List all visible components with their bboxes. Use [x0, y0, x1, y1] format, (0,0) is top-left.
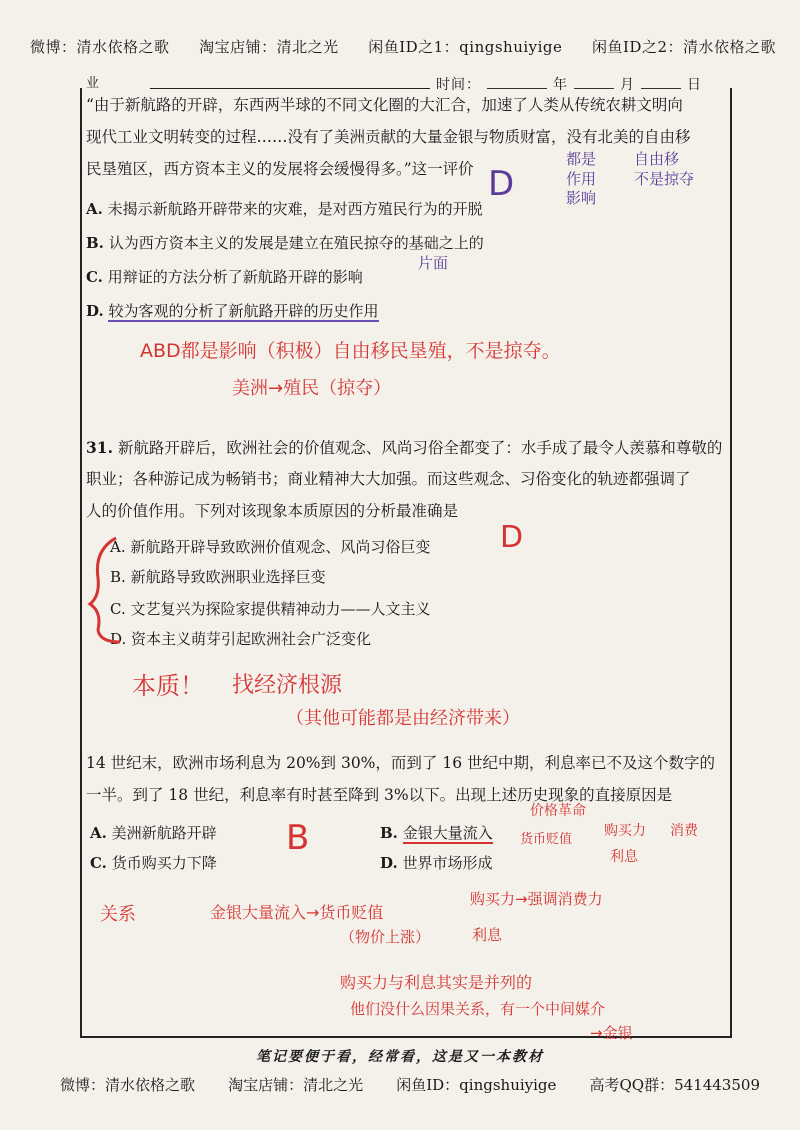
q31-stem-line-2: 职业；各种游记成为畅销书；商业精神大大加强。而这些观念、习俗变化的轨迹都强调了 — [86, 470, 691, 488]
q32-option-a-text: 美洲新航路开辟 — [111, 824, 217, 842]
content-frame — [80, 88, 732, 1038]
q32-option-b-letter: B. — [380, 824, 398, 842]
header-xianyu-2: 闲鱼ID之2：清水依格之歌 — [592, 38, 776, 56]
q31-stem-line-3: 人的价值作用。下列对该现象本质原因的分析最准确是 — [86, 502, 459, 520]
q32-stem-line-1: 14 世纪末，欧洲市场利息为 20%到 30%，而到了 16 世纪中期，利息率已不及这个数字的 — [86, 754, 715, 772]
q30-option-d-letter: D. — [86, 302, 104, 320]
footer-taobao: 淘宝店铺：清北之光 — [228, 1076, 364, 1094]
q31-option-d-letter: D. — [110, 630, 127, 648]
q31-bracket-mark — [86, 530, 126, 650]
q30-side-note-2: 自由移 不是掠夺 — [634, 150, 695, 188]
q32-chain-devaluation: 货币贬值 — [520, 832, 573, 847]
q32-chain-interest: 利息 — [610, 849, 638, 865]
q32-relation-label: 关系 — [100, 904, 136, 925]
q30-sub-note: 美洲→殖民（掠夺） — [232, 378, 392, 399]
q32-relation-6: 他们没什么因果关系，有一个中间媒介 — [350, 1000, 606, 1018]
q30-option-a-letter: A. — [86, 200, 103, 218]
q31-note-others: （其他可能都是由经济带来） — [286, 708, 520, 729]
date-year: 年 — [553, 77, 568, 93]
q30-stem-line-3: 民垦殖区，西方资本主义的发展将会缓慢得多。”这一评价 — [86, 160, 474, 178]
q30-option-c — [86, 266, 363, 287]
q32-relation-4: 利息 — [472, 926, 503, 944]
footer-weibo: 微博：清水依格之歌 — [60, 1076, 196, 1094]
footer-xianyu: 闲鱼ID：qingshuiyige — [396, 1076, 557, 1094]
q30-side-note-1: 都是 作用 影响 — [566, 150, 597, 207]
date-label: 时间： — [436, 77, 481, 93]
q31-note-essence: 本质！ — [132, 672, 204, 700]
q32-option-c-letter: C. — [90, 854, 107, 872]
q31-option-d — [110, 628, 371, 649]
q30-option-d — [86, 300, 379, 321]
q30-stem-line-1: “由于新航路的开辟，东西两半球的不同文化圈的大汇合，加速了人类从传统农耕文明向 — [86, 96, 683, 114]
q32-relation-5: 购买力与利息其实是并列的 — [340, 973, 533, 992]
q30-option-d-text: 较为客观的分析了新航路开辟的历史作用 — [108, 302, 379, 320]
q31-option-c-letter: C. — [110, 600, 126, 618]
q30-option-b-letter: B. — [86, 234, 104, 252]
q32-stem-line-2: 一半。到了 18 世纪，利息率有时甚至降到 3%以下。出现上述历史现象的直接原因是 — [86, 786, 673, 804]
q31-option-a-text: 新航路开辟导致欧洲价值观念、风尚习俗巨变 — [130, 538, 431, 556]
q32-option-a-letter: A. — [90, 824, 107, 842]
q32-option-b — [380, 822, 493, 843]
q31-option-a — [110, 536, 430, 557]
q31-note-economic-root: 找经济根源 — [232, 673, 343, 698]
q31-option-b-letter: B. — [110, 568, 126, 586]
footer-qq: 高考QQ群：541443509 — [589, 1076, 760, 1094]
q32-chain-price-revolution: 价格革命 — [530, 803, 586, 819]
page-tag: 业 — [86, 76, 100, 91]
date-day: 日 — [687, 77, 702, 93]
q30-option-b-text: 认为西方资本主义的发展是建立在殖民掠夺的基础之上的 — [108, 234, 484, 252]
date-month: 月 — [620, 77, 635, 93]
q30-main-note: ABD都是影响（积极）自由移民垦殖，不是掠夺。 — [140, 340, 561, 362]
q31-stem-line-1-text: 新航路开辟后，欧洲社会的价值观念、风尚习俗全都变了：水手成了最令人羡慕和尊敬的 — [117, 439, 723, 457]
q30-option-a — [86, 198, 483, 219]
footer-note: 笔记要便于看，经常看，这是又一本教材 — [256, 1049, 544, 1065]
q32-option-c — [90, 852, 217, 873]
q31-option-b-text: 新航路导致欧洲职业选择巨变 — [130, 568, 326, 586]
q32-option-d-text: 世界市场形成 — [402, 854, 493, 872]
q30-b-note: 片面 — [418, 254, 449, 272]
page-header — [30, 36, 776, 57]
q32-option-d-letter: D. — [380, 854, 398, 872]
q32-relation-2: （物价上涨） — [340, 928, 431, 946]
q32-answer-mark: B — [286, 818, 310, 858]
q30-stem-line-2: 现代工业文明转变的过程……没有了美洲贡献的大量金银与物质财富，没有北美的自由移 — [86, 128, 691, 146]
q30-option-b — [86, 232, 484, 253]
q31-option-a-letter: A. — [110, 538, 126, 556]
q32-relation-7: →金银 — [590, 1024, 633, 1042]
page-footer — [60, 1074, 760, 1095]
q31-option-c — [110, 598, 431, 619]
header-weibo: 微博：清水依格之歌 — [30, 38, 170, 56]
q32-relation-1: 金银大量流入→货币贬值 — [210, 903, 384, 922]
q31-option-c-text: 文艺复兴为探险家提供精神动力——人文主义 — [130, 600, 431, 618]
q31-answer-mark: D — [500, 520, 524, 555]
q32-relation-3: 购买力→强调消费力 — [470, 890, 603, 908]
q32-chain-consumption: 消费 — [670, 823, 698, 839]
q32-option-b-text: 金银大量流入 — [402, 824, 493, 842]
q32-option-d — [380, 852, 493, 873]
header-xianyu-1: 闲鱼ID之1：qingshuiyige — [368, 38, 563, 56]
q32-option-c-text: 货币购买力下降 — [111, 854, 217, 872]
header-taobao: 淘宝店铺：清北之光 — [199, 38, 339, 56]
q31-option-d-text: 资本主义萌芽引起欧洲社会广泛变化 — [131, 630, 372, 648]
q30-option-c-text: 用辩证的方法分析了新航路开辟的影响 — [107, 268, 363, 286]
q30-answer-mark: D — [488, 164, 515, 204]
q30-option-c-letter: C. — [86, 268, 103, 286]
q31-option-b — [110, 566, 326, 587]
q30-option-a-text: 未揭示新航路开辟带来的灾难，是对西方殖民行为的开脱 — [107, 200, 483, 218]
q32-chain-purchasing: 购买力 — [604, 823, 646, 839]
q32-option-a — [90, 822, 217, 843]
q31-stem-line-1 — [86, 440, 722, 457]
q31-number: 31. — [86, 438, 113, 457]
